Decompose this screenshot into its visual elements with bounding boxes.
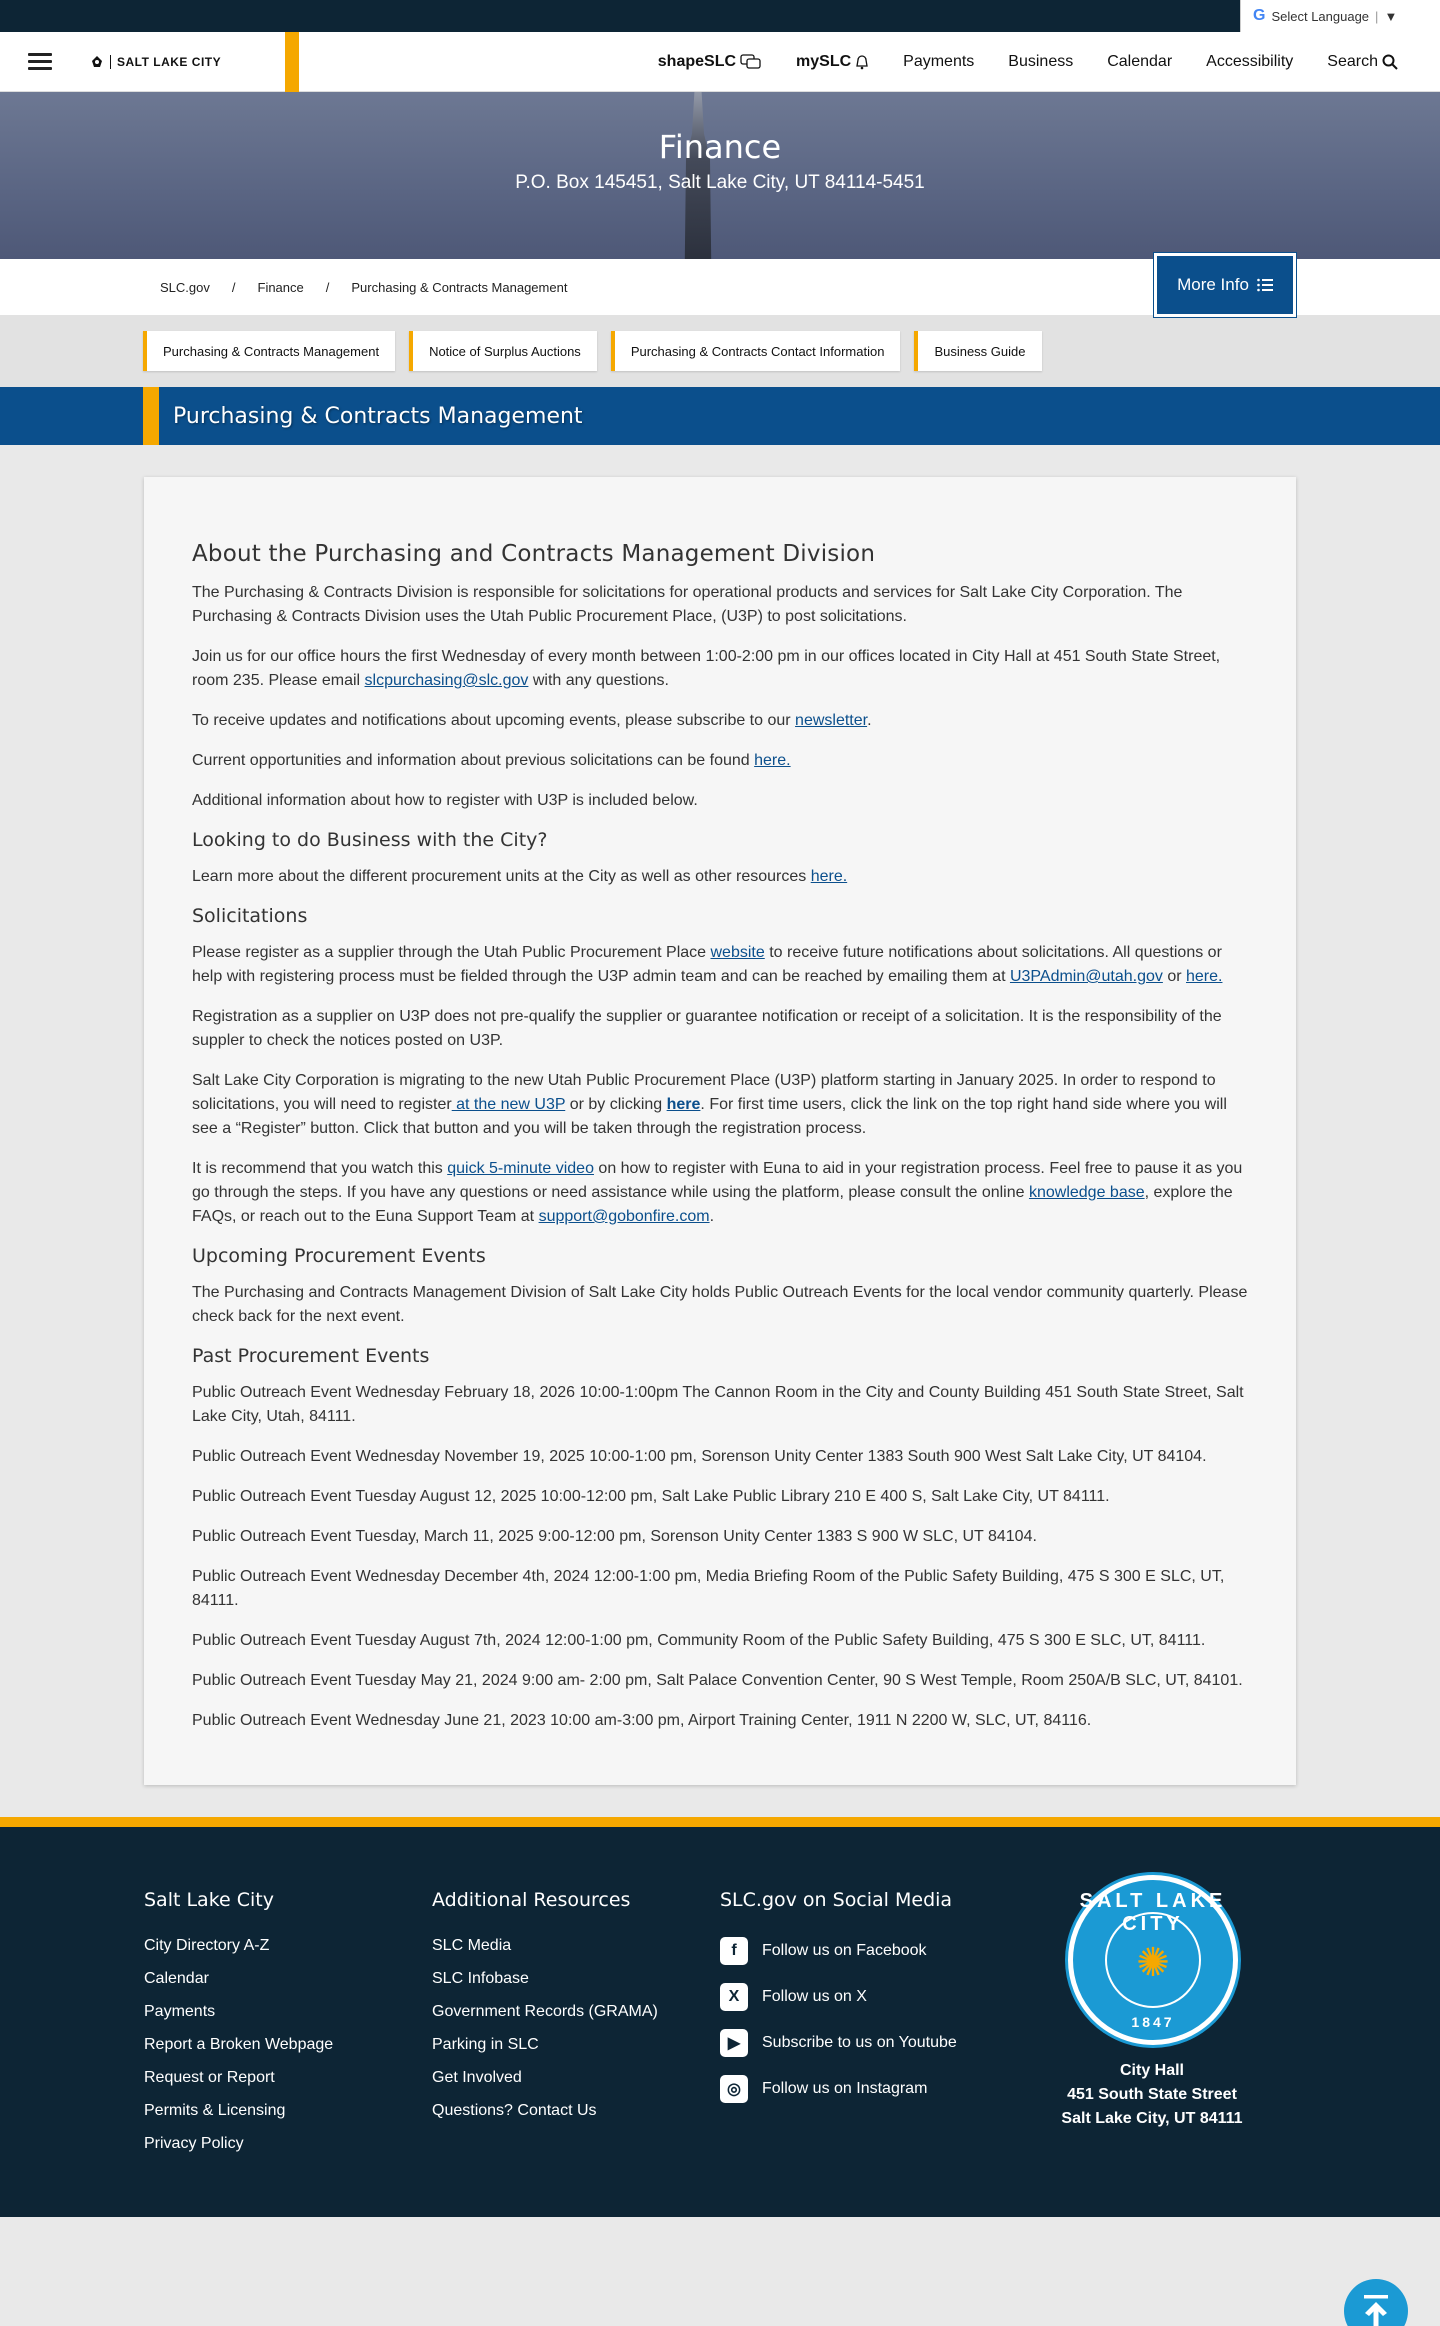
hero-subtitle: P.O. Box 145451, Salt Lake City, UT 84114-5451 (515, 172, 925, 193)
past-event: Public Outreach Event Wednesday June 21, 2023 10:00 am-3:00 pm, Airport Training Center, 1911 N 2200 W, SLC, UT, 84116. (192, 1712, 1092, 1729)
footer-col-resources (432, 1889, 658, 2135)
past-event: Public Outreach Event Tuesday, March 11, 2025 9:00-12:00 pm, Sorenson Unity Center 1383 S 900 W SLC, UT 84104. (192, 1528, 1037, 1545)
additional-info-paragraph: Additional information about how to register with U3P is included below. (192, 792, 698, 809)
main-nav (624, 32, 1398, 92)
knowledge-base-link[interactable]: knowledge base (1028, 1184, 1145, 1201)
u3p-admin-email-link[interactable]: U3PAdmin@utah.gov (1009, 968, 1163, 985)
text: with any questions. (528, 672, 669, 689)
social-x[interactable] (720, 1983, 957, 2011)
search-icon (1382, 54, 1398, 70)
language-separator: | (1375, 8, 1379, 24)
newsletter-link[interactable]: newsletter (795, 712, 868, 729)
site-footer (0, 1817, 1440, 2217)
breadcrumb (0, 259, 1440, 315)
website-link[interactable]: website (710, 944, 765, 961)
footer-link[interactable]: SLC Media (432, 1937, 512, 1954)
new-u3p-link[interactable]: at the new U3P (451, 1096, 566, 1113)
resources-link[interactable]: here. (810, 868, 848, 885)
language-selector[interactable] (1240, 0, 1440, 32)
social-instagram[interactable] (720, 2075, 957, 2103)
top-utility-bar (0, 0, 1440, 32)
nav-search[interactable] (1327, 53, 1398, 71)
facebook-icon: f (720, 1937, 748, 1965)
footer-link[interactable]: Request or Report (144, 2069, 275, 2086)
youtube-icon: ▶ (720, 2029, 748, 2057)
logo-text: SALT LAKE CITY (117, 54, 222, 69)
tab-purchasing[interactable]: Purchasing & Contracts Management (143, 331, 395, 371)
opportunities-paragraph (192, 749, 1248, 773)
business-heading: Looking to do Business with the City? (192, 829, 548, 851)
footer-link[interactable]: Get Involved (432, 2069, 522, 2086)
text: Current opportunities and information about previous solicitations can be found (192, 752, 755, 769)
video-paragraph (192, 1157, 1248, 1229)
social-label: Follow us on Instagram (762, 2080, 928, 2097)
footer-link[interactable]: Payments (144, 2003, 216, 2020)
tab-surplus-auctions[interactable]: Notice of Surplus Auctions (409, 331, 597, 371)
bell-icon (855, 54, 869, 70)
page-hero (0, 92, 1440, 259)
hero-title: Finance (658, 128, 782, 166)
past-event: Public Outreach Event Wednesday November 19, 2025 10:00-1:00 pm, Sorenson Unity Center 1383 South 900 West Salt Lake City, UT 84104. (192, 1448, 1207, 1465)
support-email-link[interactable]: support@gobonfire.com (538, 1208, 710, 1225)
footer-link[interactable]: City Directory A-Z (144, 1937, 270, 1954)
page-title: Purchasing & Contracts Management (173, 403, 583, 429)
logo-separator (110, 55, 111, 69)
seal-year: 1847 (1131, 2014, 1175, 2030)
social-facebook[interactable] (720, 1937, 957, 1965)
chevron-down-icon: ▼ (1384, 8, 1398, 24)
solicitations-heading: Solicitations (192, 905, 308, 927)
past-event: Public Outreach Event Tuesday August 12, 2025 10:00-12:00 pm, Salt Lake Public Library 210 E 400 S, Salt Lake City, UT 84111. (192, 1488, 1110, 1505)
x-icon: X (720, 1983, 748, 2011)
register-here-link[interactable]: here (666, 1096, 701, 1113)
site-header (0, 32, 1440, 92)
nav-search-label: Search (1327, 53, 1378, 70)
text: . For first time users, click the link on the top right hand side where you will see a “Register” button. Click that button and you will be taken through the registration process. (192, 1096, 1227, 1137)
text: or by clicking (565, 1096, 667, 1113)
upcoming-events-heading: Upcoming Procurement Events (192, 1245, 486, 1267)
footer-link[interactable]: SLC Infobase (432, 1970, 529, 1987)
site-logo[interactable] (90, 55, 221, 69)
list-icon (1257, 278, 1273, 292)
footer-heading: SLC.gov on Social Media (720, 1889, 953, 1911)
language-label: Select Language (1271, 8, 1370, 24)
title-accent-bar (143, 387, 159, 445)
content-card (144, 477, 1296, 1785)
city-seal (1068, 1875, 1238, 2045)
breadcrumb-current[interactable]: Purchasing & Contracts Management (351, 279, 568, 295)
past-events-heading: Past Procurement Events (192, 1345, 430, 1367)
nav-business[interactable]: Business (1008, 53, 1074, 70)
social-label: Follow us on Facebook (762, 1942, 927, 1959)
main-content (0, 445, 1440, 1817)
prequalify-paragraph: Registration as a supplier on U3P does not pre-qualify the supplier or guarantee notification or receipt of a solicitation. It is the responsibility of the suppler to check the notices posted on U3P. (192, 1008, 1222, 1049)
nav-payments[interactable]: Payments (903, 53, 975, 70)
text: , explore the FAQs, or reach out to the Euna Support Team at (192, 1184, 1233, 1225)
email-link[interactable]: slcpurchasing@slc.gov (364, 672, 529, 689)
breadcrumb-separator: / (231, 279, 236, 295)
chat-icon (740, 54, 762, 70)
city-hall-address (1030, 2059, 1274, 2131)
menu-icon[interactable] (28, 53, 52, 70)
breadcrumb-slcgov[interactable]: SLC.gov (160, 279, 210, 295)
text: Please register as a supplier through the Utah Public Procurement Place (192, 944, 711, 961)
address-line: City Hall (1119, 2062, 1184, 2079)
leaf-icon (90, 55, 104, 69)
newsletter-paragraph (192, 709, 1248, 733)
google-icon: G (1253, 7, 1266, 24)
past-event: Public Outreach Event Wednesday December 4th, 2024 12:00-1:00 pm, Media Briefing Room of the Public Safety Building, 475 S 300 E SLC, UT, 84111. (192, 1568, 1225, 1609)
past-event: Public Outreach Event Wednesday February 18, 2026 10:00-1:00pm The Cannon Room in the City and County Building 451 South State Street, Salt Lake City, Utah, 84111. (192, 1384, 1244, 1425)
breadcrumb-separator: / (325, 279, 330, 295)
text: on how to register with Euna to aid in your registration process. Feel free to pause it as you go through the steps. If you have any questions or need assistance while using the platform, please consult the online (192, 1160, 1243, 1201)
video-link[interactable]: quick 5-minute video (447, 1160, 594, 1177)
text: Join us for our office hours the first Wednesday of every month between 1:00-2:00 pm in our offices located in City Hall at 451 South State Street, room 235. Please email (192, 648, 1221, 689)
nav-accessibility[interactable]: Accessibility (1206, 53, 1294, 70)
text: to receive future notifications about solicitations. All questions or help with registering process must be fielded through the U3P admin team and can be reached by emailing them at (192, 944, 1222, 985)
footer-link[interactable]: Questions? Contact Us (432, 2102, 597, 2119)
migration-paragraph (192, 1069, 1248, 1141)
page-title-bar (0, 387, 1440, 445)
u3p-help-link[interactable]: here. (1186, 968, 1223, 985)
more-info-label: More Info (1177, 275, 1249, 294)
footer-col-slc (144, 1889, 333, 2168)
nav-shapeslc[interactable] (658, 53, 762, 71)
back-to-top-button[interactable] (1344, 2279, 1408, 2326)
footer-link[interactable]: Parking in SLC (432, 2036, 539, 2053)
past-event: Public Outreach Event Tuesday May 21, 2024 9:00 am- 2:00 pm, Salt Palace Convention Center, 90 S West Temple, Room 250A/B SLC, UT, 84101. (192, 1672, 1243, 1689)
business-paragraph (192, 865, 1248, 889)
text: To receive updates and notifications about upcoming events, please subscribe to our (192, 712, 796, 729)
header-accent-bar (285, 32, 299, 92)
social-label: Follow us on X (762, 1988, 867, 2005)
text: Learn more about the different procurement units at the City as well as other resources (192, 868, 811, 885)
footer-link[interactable]: Privacy Policy (144, 2135, 244, 2152)
section-tabs (0, 315, 1440, 387)
intro-paragraph: The Purchasing & Contracts Division is responsible for solicitations for operational products and services for Salt Lake City Corporation. The Purchasing & Contracts Division uses the Utah Public Procurement Place, (U3P) to post solicitations. (192, 584, 1183, 625)
social-label: Subscribe to us on Youtube (762, 2034, 957, 2051)
footer-col-social (720, 1889, 957, 2121)
breadcrumb-finance[interactable]: Finance (257, 279, 304, 295)
footer-link[interactable]: Permits & Licensing (144, 2102, 286, 2119)
text: It is recommend that you watch this (192, 1160, 448, 1177)
instagram-icon: ◎ (720, 2075, 748, 2103)
seal-text: SALT LAKE CITY (1079, 1890, 1227, 1935)
tab-contact-info[interactable]: Purchasing & Contracts Contact Information (611, 331, 901, 371)
register-paragraph (192, 941, 1248, 989)
footer-heading: Additional Resources (432, 1889, 631, 1911)
opportunities-link[interactable]: here. (754, 752, 791, 769)
footer-link[interactable]: Report a Broken Webpage (144, 2036, 334, 2053)
past-event: Public Outreach Event Tuesday August 7th, 2024 12:00-1:00 pm, Community Room of the Public Safety Building, 475 S 300 E SLC, UT, 84111. (192, 1632, 1206, 1649)
text: . (709, 1208, 715, 1225)
nav-shapeslc-label: shapeSLC (657, 53, 737, 70)
text: Salt Lake City Corporation is migrating to the new Utah Public Procurement Place (U3P) platform starting in January 2025. In order to respond to solicitations, you will need to register (192, 1072, 1216, 1113)
address-line: Salt Lake City, UT 84111 (1061, 2110, 1243, 2127)
arrow-up-icon (1361, 2294, 1391, 2326)
text: or (1162, 968, 1186, 985)
section-heading: About the Purchasing and Contracts Management Division (192, 541, 876, 567)
footer-heading: Salt Lake City (144, 1889, 274, 1911)
upcoming-events-paragraph: The Purchasing and Contracts Management Division of Salt Lake City holds Public Outreach Events for the local vendor community quarterly. Please check back for the next event. (192, 1284, 1248, 1325)
social-youtube[interactable] (720, 2029, 957, 2057)
nav-myslc[interactable] (796, 53, 869, 71)
text: . (867, 712, 872, 729)
office-hours-paragraph (192, 645, 1248, 693)
nav-calendar[interactable]: Calendar (1107, 53, 1173, 70)
tab-business-guide[interactable]: Business Guide (914, 331, 1041, 371)
footer-link[interactable]: Calendar (144, 1970, 209, 1987)
more-info-button[interactable] (1154, 253, 1296, 317)
address-line: 451 South State Street (1067, 2086, 1237, 2103)
sego-lily-icon: ✺ (1136, 1941, 1170, 1985)
footer-link[interactable]: Government Records (GRAMA) (432, 2003, 658, 2020)
nav-myslc-label: mySLC (796, 53, 852, 70)
